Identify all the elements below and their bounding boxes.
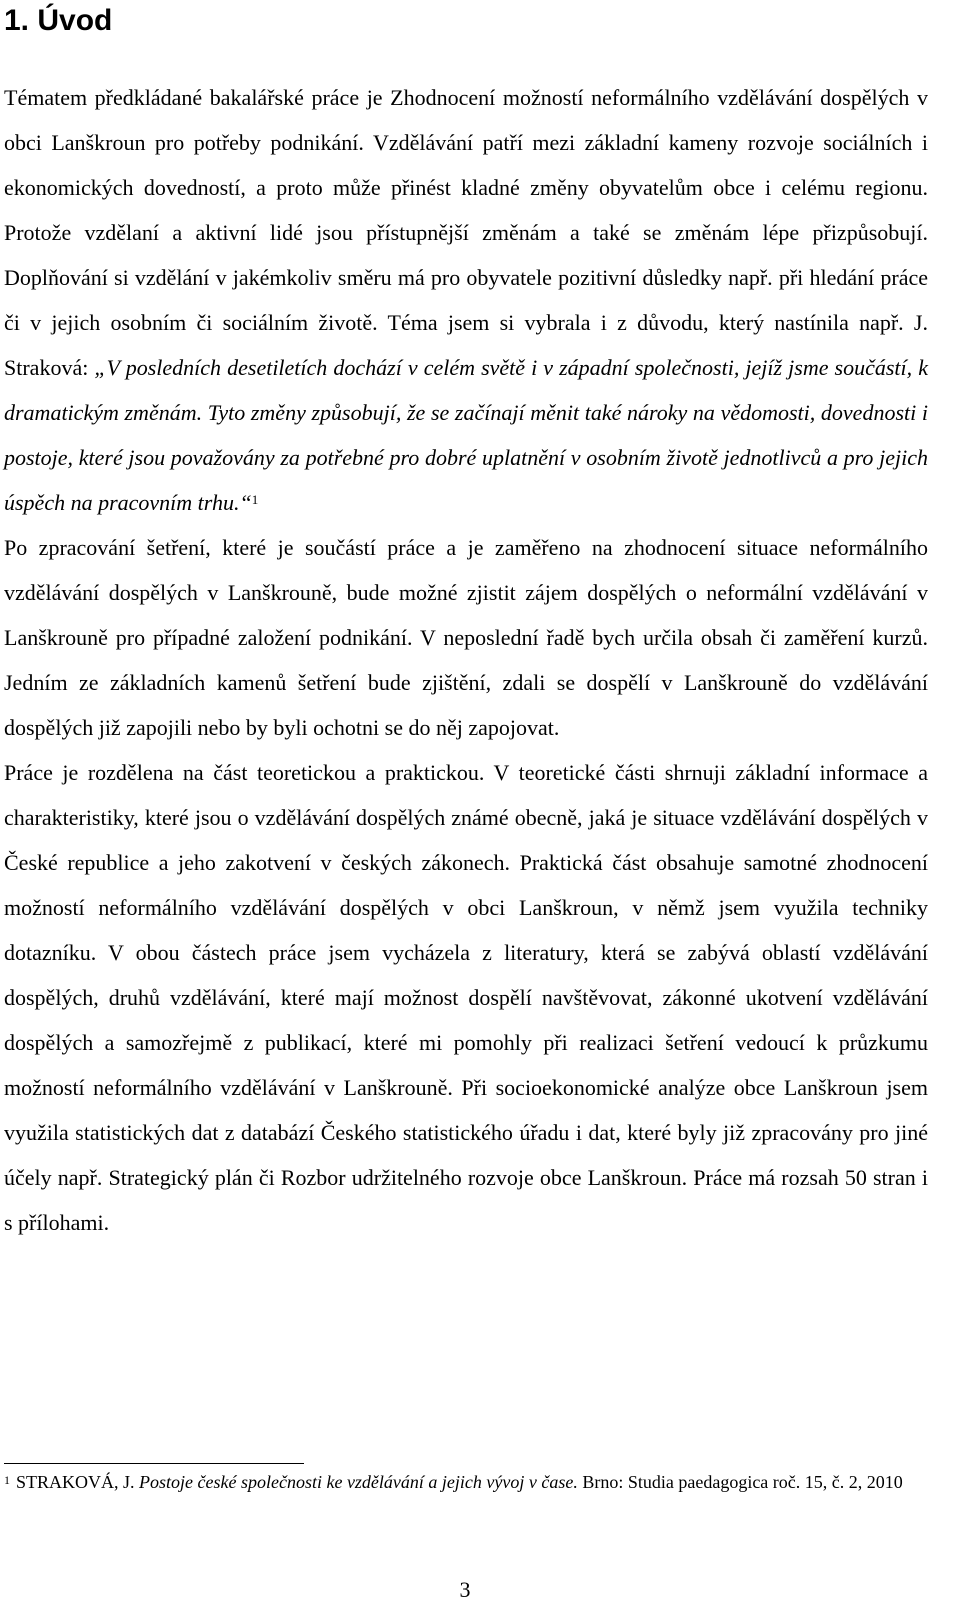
page-number: 3: [459, 1577, 471, 1602]
footnote-publication: Brno: Studia paedagogica roč. 15, č. 2, 2010: [582, 1472, 903, 1492]
paragraph-3: Práce je rozdělena na část teoretickou a praktickou. V teoretické části shrnuji základní informace a charakteristiky, které jsou o vzdělávání dospělých známé obecně, jaká je situace vzdělávání dospělých v České republice a jeho zakotvení v českých zákonech. Praktická část obsahuje samotné zhodnocení možností neformálního vzdělávání dospělých v obci Lanškroun, v němž jsem využila techniky dotazníku. V obou částech práce jsem vycházela z literatury, která se zabývá oblastí vzdělávání dospělých, druhů vzdělávání, které mají možnost dospělí navštěvovat, zákonné ukotvení vzdělávání dospělých a samozřejmě z publikací, které mi pomohly při realizaci šetření vedoucí k průzkumu možností neformálního vzdělávání v Lanškrouně. Při socioekonomické analýze obce Lanškroun jsem využila statistických dat z databází Českého statistického úřadu i dat, které byly již zpracovány pro jiné účely např. Strategický plán či Rozbor udržitelného rozvoje obce Lanškroun. Práce má rozsah 50 stran i s přílohami.: [4, 760, 928, 1235]
footnote-reference[interactable]: 1: [251, 492, 259, 507]
footnote-author: STRAKOVÁ, J.: [16, 1472, 135, 1492]
paragraph-2: Po zpracování šetření, které je součástí práce a je zaměřeno na zhodnocení situace neformálního vzdělávání dospělých v Lanškrouně, bude možné zjistit zájem dospělých o neformální vzdělávání v Lanškrouně pro případné založení podnikání. V neposlední řadě bych určila obsah či zaměření kurzů. Jedním ze základních kamenů šetření bude zjištění, zdali se dospělí v Lanškrouně do vzdělávání dospělých již zapojili nebo by byli ochotni se do něj zapojovat.: [4, 535, 928, 740]
paragraph-1-text: Tématem předkládané bakalářské práce je Zhodnocení možností neformálního vzdělávání dospělých v obci Lanškroun pro potřeby podnikání. Vzdělávání patří mezi základní kameny rozvoje sociálních i ekonomických dovedností, a proto může přinést kladné změny obyvatelům obce i celému regionu. Protože vzdělaní a aktivní lidé jsou přístupnější změnám a také se změnám lépe přizpůsobují. Doplňování si vzdělání v jakémkoliv směru má pro obyvatele pozitivní důsledky např. při hledání práce či v jejich osobním či sociálním životě. Téma jsem si vybrala i z důvodu, který nastínila např. J. Straková:: [4, 85, 928, 380]
paragraph-1: [4, 75, 928, 525]
body-text: [4, 75, 928, 1245]
footnote-number: 1: [4, 1473, 10, 1487]
footnote: [4, 1470, 928, 1495]
section-heading: 1. Úvod: [4, 4, 113, 37]
footnote-separator: [4, 1463, 304, 1464]
quotation: „V posledních desetiletích dochází v celém světě i v západní společnosti, jejíž jsme součástí, k dramatickým změnám. Tyto změny způsobují, že se začínají měnit také nároky na vědomosti, dovednosti i postoje, které jsou považovány za potřebné pro dobré uplatnění v osobním životě jednotlivců a pro jejich úspěch na pracovním trhu.“: [4, 355, 928, 515]
footnote-title: Postoje české společnosti ke vzdělávání a jejich vývoj v čase.: [139, 1472, 578, 1492]
